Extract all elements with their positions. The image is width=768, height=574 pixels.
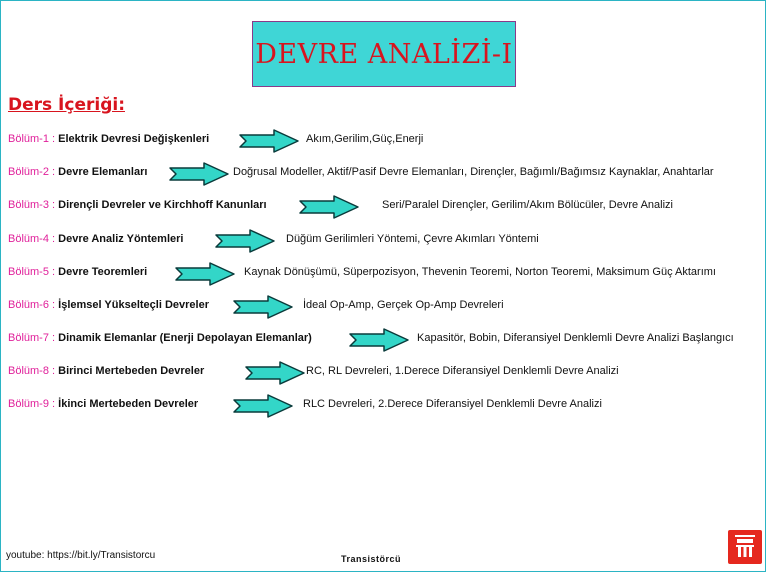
chapter-number: Bölüm-4 : [8, 233, 59, 245]
chapter-number: Bölüm-9 : [8, 398, 59, 410]
chapter-title: Dinamik Elemanlar (Enerji Depolayan Elemanlar) [58, 332, 312, 344]
section-heading: Ders İçeriği: [8, 95, 125, 115]
chapter-number: Bölüm-6 : [8, 299, 59, 311]
chapter-description: Kaynak Dönüşümü, Süperpozisyon, Thevenin Teoremi, Norton Teoremi, Maksimum Güç Aktarımı [244, 266, 716, 278]
chapter-row [1, 229, 768, 253]
chapter-label [8, 299, 209, 311]
chapter-row [1, 162, 768, 186]
chapter-description: İdeal Op-Amp, Gerçek Op-Amp Devreleri [303, 299, 504, 311]
chapter-description: Akım,Gerilim,Güç,Enerji [306, 133, 424, 145]
chapter-row [1, 262, 768, 286]
chapter-label [8, 199, 267, 211]
footer-brand: Transistörcü [341, 554, 402, 564]
chapter-title: Devre Analiz Yöntemleri [58, 233, 184, 245]
footer-youtube-link: youtube: https://bit.ly/Transistorcu [6, 550, 156, 561]
chapter-number: Bölüm-5 : [8, 266, 59, 278]
chapter-label [8, 133, 209, 145]
chapter-label [8, 398, 198, 410]
chapter-description: Seri/Paralel Dirençler, Gerilim/Akım Bölücüler, Devre Analizi [382, 199, 673, 211]
right-arrow-icon [168, 162, 230, 186]
chapter-row [1, 394, 768, 418]
chapter-row [1, 361, 768, 385]
chapter-description: Doğrusal Modeller, Aktif/Pasif Devre Elemanları, Dirençler, Bağımlı/Bağımsız Kaynaklar, Anahtarlar [233, 166, 714, 178]
chapter-description: Kapasitör, Bobin, Diferansiyel Denklemli Devre Analizi Başlangıcı [417, 332, 734, 344]
chapter-label [8, 233, 183, 245]
right-arrow-icon [348, 328, 410, 352]
chapter-number: Bölüm-8 : [8, 365, 59, 377]
chapter-label [8, 332, 312, 344]
chapter-row [1, 328, 768, 352]
chapter-title: Elektrik Devresi Değişkenleri [58, 133, 210, 145]
right-arrow-icon [298, 195, 360, 219]
chapter-number: Bölüm-3 : [8, 199, 59, 211]
chapter-row [1, 129, 768, 153]
chapter-label [8, 365, 204, 377]
chapter-row [1, 295, 768, 319]
chapter-description: RC, RL Devreleri, 1.Derece Diferansiyel Denklemli Devre Analizi [306, 365, 619, 377]
transistor-logo-icon [728, 530, 762, 564]
title-box [252, 21, 516, 87]
chapter-title: Birinci Mertebeden Devreler [58, 365, 205, 377]
chapter-title: İkinci Mertebeden Devreler [58, 398, 199, 410]
right-arrow-icon [232, 394, 294, 418]
right-arrow-icon [232, 295, 294, 319]
chapter-description: RLC Devreleri, 2.Derece Diferansiyel Denklemli Devre Analizi [303, 398, 602, 410]
chapter-description: Düğüm Gerilimleri Yöntemi, Çevre Akımları Yöntemi [286, 233, 539, 245]
chapter-number: Bölüm-7 : [8, 332, 59, 344]
right-arrow-icon [174, 262, 236, 286]
right-arrow-icon [244, 361, 306, 385]
chapter-title: Devre Teoremleri [58, 266, 148, 278]
chapter-number: Bölüm-1 : [8, 133, 59, 145]
page-title: DEVRE ANALİZİ-I [255, 38, 513, 70]
chapter-number: Bölüm-2 : [8, 166, 59, 178]
chapter-title: Dirençli Devreler ve Kirchhoff Kanunları [58, 199, 267, 211]
right-arrow-icon [214, 229, 276, 253]
chapter-title: Devre Elemanları [58, 166, 148, 178]
chapter-label [8, 166, 147, 178]
chapter-title: İşlemsel Yükselteçli Devreler [58, 299, 209, 311]
right-arrow-icon [238, 129, 300, 153]
chapter-label [8, 266, 147, 278]
chapter-row [1, 195, 768, 219]
